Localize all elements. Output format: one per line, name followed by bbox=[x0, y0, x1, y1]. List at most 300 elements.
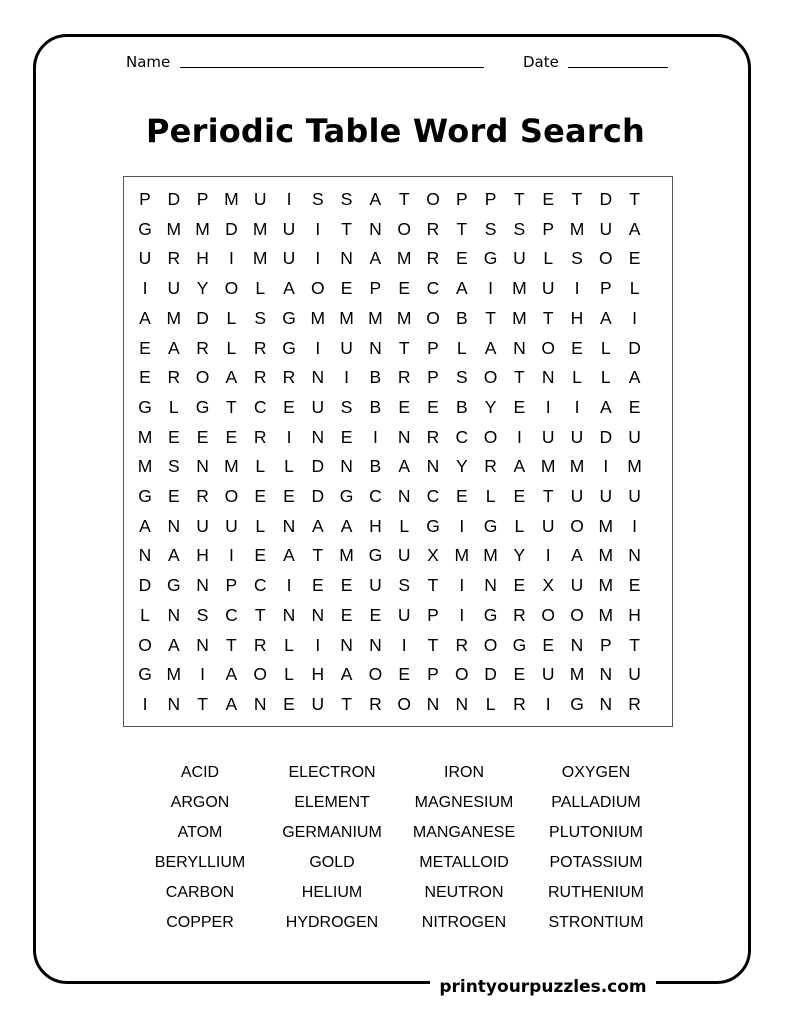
grid-letter: L bbox=[514, 515, 525, 536]
word-item: METALLOID bbox=[419, 854, 509, 871]
word-item: ARGON bbox=[170, 794, 230, 811]
grid-letter: C bbox=[455, 426, 469, 447]
grid-letter: L bbox=[572, 367, 582, 388]
grid-letter: D bbox=[628, 337, 641, 358]
grid-letter: T bbox=[197, 693, 208, 714]
grid-row bbox=[124, 481, 672, 511]
grid-letter: R bbox=[282, 367, 296, 388]
grid-letter: P bbox=[599, 278, 612, 299]
grid-letter: T bbox=[485, 307, 496, 328]
grid-letter: D bbox=[599, 426, 613, 447]
grid-letter: T bbox=[254, 604, 266, 625]
grid-letter: A bbox=[398, 456, 411, 477]
grid-letter: A bbox=[369, 189, 382, 209]
grid-row bbox=[124, 511, 672, 541]
grid-letter: N bbox=[599, 693, 613, 714]
grid-letter: T bbox=[398, 337, 410, 358]
grid-letter: E bbox=[167, 426, 180, 447]
grid-row bbox=[124, 630, 672, 660]
grid-letter: N bbox=[196, 456, 209, 477]
grid-letter: S bbox=[340, 396, 353, 417]
grid-letter: H bbox=[311, 664, 325, 685]
grid-letter: N bbox=[513, 337, 526, 358]
grid-letter: T bbox=[398, 189, 410, 209]
grid-letter: G bbox=[282, 337, 296, 358]
grid-letter: N bbox=[253, 693, 267, 714]
grid-letter: Y bbox=[455, 456, 468, 477]
grid-row bbox=[124, 303, 672, 333]
grid-letter: A bbox=[225, 693, 238, 714]
grid-letter: G bbox=[570, 693, 584, 714]
grid-letter: A bbox=[599, 396, 612, 417]
grid-letter: B bbox=[369, 396, 382, 417]
grid-letter: I bbox=[632, 515, 638, 536]
grid-letter: I bbox=[142, 278, 148, 299]
grid-letter: E bbox=[513, 486, 526, 506]
grid-letter: I bbox=[459, 575, 465, 596]
grid-letter: U bbox=[570, 575, 584, 596]
grid-letter: P bbox=[455, 189, 468, 209]
grid-letter: Y bbox=[484, 396, 497, 417]
grid-letter: T bbox=[542, 486, 554, 506]
grid-letter: A bbox=[484, 337, 497, 358]
grid-letter: O bbox=[397, 218, 411, 239]
grid-letter: I bbox=[315, 337, 321, 358]
grid-letter: G bbox=[339, 486, 354, 506]
grid-letter: E bbox=[167, 486, 180, 506]
grid-letter: E bbox=[369, 604, 382, 625]
grid-letter: R bbox=[253, 426, 267, 447]
grid-letter: E bbox=[513, 664, 526, 685]
grid-letter: E bbox=[628, 396, 641, 417]
grid-letter: I bbox=[315, 634, 321, 655]
grid-letter: R bbox=[426, 426, 440, 447]
grid-letter: H bbox=[196, 545, 209, 566]
grid-letter: S bbox=[340, 189, 353, 209]
grid-letter: U bbox=[541, 426, 555, 447]
grid-letter: S bbox=[311, 189, 324, 209]
grid-letter: C bbox=[253, 575, 267, 596]
grid-letter: A bbox=[139, 307, 151, 328]
grid-letter: M bbox=[310, 307, 326, 328]
grid-letter: M bbox=[252, 218, 268, 239]
grid-letter: L bbox=[284, 456, 294, 477]
grid-letter: A bbox=[283, 278, 295, 299]
grid-letter: H bbox=[570, 307, 584, 328]
grid-letter: I bbox=[315, 248, 321, 269]
grid-letter: C bbox=[426, 486, 440, 506]
grid-letter: N bbox=[282, 515, 296, 536]
grid-letter: A bbox=[283, 545, 295, 566]
word-item: PALLADIUM bbox=[551, 794, 641, 811]
grid-letter: S bbox=[455, 367, 468, 388]
grid-letter: L bbox=[629, 278, 640, 299]
grid-letter: R bbox=[167, 248, 181, 269]
grid-letter: A bbox=[225, 664, 238, 685]
grid-letter: E bbox=[628, 248, 641, 269]
grid-letter: M bbox=[368, 307, 383, 328]
grid-letter: N bbox=[570, 634, 584, 655]
word-item: PLUTONIUM bbox=[549, 824, 643, 841]
grid-letter: I bbox=[228, 248, 234, 269]
grid-letter: B bbox=[455, 396, 468, 417]
grid-letter: T bbox=[341, 693, 352, 714]
grid-letter: C bbox=[253, 396, 267, 417]
grid-letter: P bbox=[427, 337, 439, 358]
grid-letter: U bbox=[628, 664, 641, 685]
word-item: COPPER bbox=[166, 914, 234, 931]
grid-letter: A bbox=[225, 367, 238, 388]
grid-letter: N bbox=[311, 604, 325, 625]
grid-letter: O bbox=[310, 278, 325, 299]
grid-letter: U bbox=[628, 486, 641, 506]
grid-letter: I bbox=[545, 545, 551, 566]
grid-letter: Y bbox=[196, 278, 209, 299]
word-item: RUTHENIUM bbox=[548, 884, 644, 901]
grid-letter: R bbox=[426, 248, 440, 269]
grid-row bbox=[124, 392, 672, 422]
grid-letter: I bbox=[200, 664, 206, 685]
grid-letter: N bbox=[426, 456, 440, 477]
word-item: IRON bbox=[444, 764, 484, 781]
grid-letter: R bbox=[196, 337, 209, 358]
grid-letter: L bbox=[284, 664, 294, 685]
grid-letter: A bbox=[455, 278, 468, 299]
grid-letter: Y bbox=[513, 545, 526, 566]
grid-letter: U bbox=[599, 486, 613, 506]
word-item: ACID bbox=[180, 764, 220, 781]
grid-letter: M bbox=[569, 456, 585, 477]
grid-letter: G bbox=[368, 545, 383, 566]
grid-letter: S bbox=[196, 604, 209, 625]
grid-letter: O bbox=[541, 604, 555, 625]
grid-letter: T bbox=[571, 189, 583, 209]
word-item: HELIUM bbox=[301, 884, 363, 901]
grid-letter: G bbox=[512, 634, 527, 655]
grid-letter: T bbox=[629, 189, 640, 209]
grid-letter: E bbox=[196, 426, 209, 447]
word-item: ATOM bbox=[177, 824, 223, 841]
word-item: HYDROGEN bbox=[285, 914, 379, 931]
grid-letter: E bbox=[542, 634, 555, 655]
grid-letter: M bbox=[569, 664, 585, 685]
grid-letter: U bbox=[570, 486, 584, 506]
grid-letter: N bbox=[426, 693, 440, 714]
grid-row bbox=[124, 659, 672, 689]
grid-letter: D bbox=[167, 189, 181, 209]
grid-letter: G bbox=[426, 515, 440, 536]
grid-letter: O bbox=[541, 337, 555, 358]
grid-letter: G bbox=[195, 396, 210, 417]
word-item: GOLD bbox=[309, 854, 355, 871]
grid-letter: U bbox=[397, 604, 411, 625]
grid-letter: C bbox=[426, 278, 440, 299]
grid-letter: A bbox=[167, 545, 180, 566]
grid-letter: M bbox=[512, 307, 527, 328]
grid-letter: A bbox=[513, 456, 526, 477]
grid-letter: O bbox=[483, 426, 498, 447]
grid-letter: H bbox=[196, 248, 209, 269]
grid-letter: X bbox=[542, 575, 555, 596]
grid-letter: R bbox=[397, 367, 411, 388]
grid-letter: M bbox=[598, 604, 614, 625]
grid-row bbox=[124, 362, 672, 392]
date-label: Date bbox=[523, 53, 559, 71]
grid-letter: I bbox=[228, 545, 234, 566]
grid-letter: U bbox=[513, 248, 526, 269]
grid-letter: O bbox=[195, 367, 210, 388]
grid-letter: R bbox=[196, 486, 209, 506]
grid-letter: L bbox=[456, 337, 467, 358]
grid-letter: E bbox=[340, 426, 353, 447]
grid-letter: P bbox=[542, 218, 555, 239]
grid-letter: S bbox=[254, 307, 267, 328]
grid-letter: P bbox=[139, 189, 151, 209]
grid-letter: M bbox=[339, 545, 354, 566]
grid-letter: L bbox=[485, 486, 496, 506]
grid-letter: E bbox=[513, 575, 526, 596]
grid-letter: S bbox=[167, 456, 180, 477]
grid-letter: I bbox=[603, 456, 609, 477]
word-column-4 bbox=[526, 758, 666, 938]
grid-letter: M bbox=[396, 248, 412, 269]
grid-letter: N bbox=[397, 486, 411, 506]
grid-letter: L bbox=[168, 396, 179, 417]
word-item: ELEMENT bbox=[294, 794, 370, 811]
grid-letter: U bbox=[599, 218, 613, 239]
grid-letter: E bbox=[542, 189, 555, 209]
grid-letter: R bbox=[455, 634, 469, 655]
grid-letter: D bbox=[484, 664, 497, 685]
grid-letter: E bbox=[139, 367, 151, 388]
grid-letter: L bbox=[399, 515, 410, 536]
grid-letter: M bbox=[166, 664, 182, 685]
grid-letter: M bbox=[339, 307, 354, 328]
grid-letter: A bbox=[369, 248, 382, 269]
grid-letter: C bbox=[225, 604, 238, 625]
grid-letter: U bbox=[282, 248, 296, 269]
grid-letter: P bbox=[427, 604, 439, 625]
grid-letter: D bbox=[311, 456, 325, 477]
grid-letter: O bbox=[426, 189, 440, 209]
grid-letter: T bbox=[542, 307, 554, 328]
grid-letter: N bbox=[369, 218, 382, 239]
grid-letter: P bbox=[427, 664, 439, 685]
grid-letter: R bbox=[484, 456, 497, 477]
grid-letter: U bbox=[311, 396, 325, 417]
grid-letter: A bbox=[340, 515, 353, 536]
grid-letter: N bbox=[628, 545, 641, 566]
grid-letter: E bbox=[628, 575, 641, 596]
grid-letter: U bbox=[311, 693, 325, 714]
word-item: NEUTRON bbox=[424, 884, 504, 901]
grid-letter: A bbox=[628, 367, 641, 388]
word-item: POTASSIUM bbox=[549, 854, 643, 871]
grid-letter: R bbox=[253, 634, 267, 655]
grid-letter: D bbox=[225, 218, 238, 239]
grid-letter: U bbox=[369, 575, 382, 596]
grid-letter: N bbox=[455, 693, 469, 714]
grid-letter: N bbox=[369, 634, 382, 655]
grid-letter: A bbox=[139, 515, 151, 536]
grid-letter: C bbox=[369, 486, 382, 506]
grid-letter: E bbox=[254, 486, 267, 506]
grid-letter: E bbox=[311, 575, 324, 596]
grid-row bbox=[124, 422, 672, 452]
grid-letter: B bbox=[369, 367, 382, 388]
grid-letter: E bbox=[283, 396, 295, 417]
grid-letter: I bbox=[632, 307, 638, 328]
grid-letter: S bbox=[513, 218, 526, 239]
grid-letter: N bbox=[196, 634, 209, 655]
grid-letter: D bbox=[138, 575, 152, 596]
grid-letter: M bbox=[166, 307, 182, 328]
grid-letter: L bbox=[600, 367, 611, 388]
grid-letter: L bbox=[226, 337, 237, 358]
grid-letter: D bbox=[196, 307, 209, 328]
grid-letter: E bbox=[139, 337, 151, 358]
grid-letter: G bbox=[138, 486, 152, 506]
grid-letter: H bbox=[369, 515, 382, 536]
grid-letter: L bbox=[140, 604, 150, 625]
grid-letter: N bbox=[167, 693, 181, 714]
grid-letter: U bbox=[570, 426, 584, 447]
grid-letter: I bbox=[344, 367, 350, 388]
grid-letter: I bbox=[459, 604, 465, 625]
grid-letter: N bbox=[340, 634, 353, 655]
grid-letter: I bbox=[142, 693, 148, 714]
grid-row bbox=[124, 273, 672, 303]
grid-letter: I bbox=[286, 426, 292, 447]
grid-letter: N bbox=[282, 604, 296, 625]
grid-letter: O bbox=[483, 367, 498, 388]
page-title: Periodic Table Word Search bbox=[146, 112, 645, 150]
grid-letter: M bbox=[569, 218, 585, 239]
grid-letter: N bbox=[369, 337, 382, 358]
name-label: Name bbox=[126, 53, 171, 71]
grid-row bbox=[124, 184, 672, 214]
grid-letter: L bbox=[255, 278, 266, 299]
grid-letter: E bbox=[571, 337, 583, 358]
grid-letter: A bbox=[599, 307, 612, 328]
grid-letter: I bbox=[574, 278, 580, 299]
grid-letter: E bbox=[254, 545, 267, 566]
grid-letter: N bbox=[167, 515, 181, 536]
word-column-2 bbox=[262, 758, 402, 938]
grid-letter: U bbox=[225, 515, 238, 536]
grid-letter: O bbox=[483, 634, 498, 655]
grid-letter: R bbox=[513, 604, 526, 625]
grid-letter: G bbox=[483, 248, 498, 269]
grid-letter: S bbox=[398, 575, 411, 596]
grid-letter: M bbox=[598, 515, 614, 536]
grid-letter: M bbox=[195, 218, 210, 239]
grid-letter: P bbox=[225, 575, 238, 596]
grid-letter: I bbox=[315, 218, 321, 239]
grid-letter: E bbox=[455, 486, 468, 506]
grid-letter: N bbox=[167, 604, 181, 625]
grid-letter: T bbox=[427, 634, 439, 655]
grid-letter: G bbox=[483, 515, 498, 536]
grid-letter: G bbox=[166, 575, 181, 596]
grid-letter: N bbox=[340, 456, 353, 477]
grid-row bbox=[124, 600, 672, 630]
grid-letter: E bbox=[398, 664, 411, 685]
grid-letter: I bbox=[545, 693, 551, 714]
grid-letter: P bbox=[427, 367, 439, 388]
grid-letter: L bbox=[226, 307, 237, 328]
grid-letter: E bbox=[513, 396, 526, 417]
grid-letter: U bbox=[340, 337, 353, 358]
grid-letter: P bbox=[484, 189, 497, 209]
grid-letter: E bbox=[340, 604, 353, 625]
grid-letter: B bbox=[455, 307, 468, 328]
grid-letter: M bbox=[512, 278, 527, 299]
grid-letter: U bbox=[397, 545, 411, 566]
grid-letter: E bbox=[340, 575, 353, 596]
grid-letter: I bbox=[574, 396, 580, 417]
grid-letter: R bbox=[426, 218, 440, 239]
grid-letter: U bbox=[628, 426, 641, 447]
grid-letter: S bbox=[484, 218, 497, 239]
word-item: OXYGEN bbox=[561, 764, 631, 781]
grid-letter: N bbox=[484, 575, 497, 596]
grid-letter: L bbox=[485, 693, 496, 714]
word-column-3 bbox=[394, 758, 534, 938]
grid-letter: M bbox=[598, 545, 614, 566]
grid-letter: A bbox=[167, 634, 180, 655]
grid-letter: E bbox=[427, 396, 439, 417]
grid-letter: M bbox=[252, 248, 268, 269]
word-column-1 bbox=[130, 758, 270, 938]
grid-letter: T bbox=[312, 545, 324, 566]
grid-letter: U bbox=[138, 248, 152, 269]
grid-row bbox=[124, 451, 672, 481]
grid-letter: D bbox=[599, 189, 613, 209]
grid-letter: N bbox=[311, 426, 325, 447]
word-item: ELECTRON bbox=[288, 764, 376, 781]
grid-letter: T bbox=[456, 218, 468, 239]
grid-letter: E bbox=[398, 278, 411, 299]
grid-letter: U bbox=[196, 515, 209, 536]
grid-letter: A bbox=[571, 545, 583, 566]
grid-letter: M bbox=[137, 456, 153, 477]
grid-letter: P bbox=[196, 189, 209, 209]
grid-letter: L bbox=[255, 456, 266, 477]
grid-letter: M bbox=[454, 545, 470, 566]
grid-letter: U bbox=[167, 278, 181, 299]
grid-letter: G bbox=[138, 664, 152, 685]
grid-letter: I bbox=[286, 575, 292, 596]
grid-letter: N bbox=[311, 367, 325, 388]
grid-letter: E bbox=[225, 426, 238, 447]
grid-letter: O bbox=[368, 664, 383, 685]
grid-letter: G bbox=[282, 307, 296, 328]
grid-letter: U bbox=[541, 515, 555, 536]
word-item: MANGANESE bbox=[412, 824, 516, 841]
grid-letter: T bbox=[629, 634, 640, 655]
grid-letter: I bbox=[545, 396, 551, 417]
grid-letter: T bbox=[514, 189, 525, 209]
grid-letter: N bbox=[138, 545, 152, 566]
grid-letter: T bbox=[427, 575, 439, 596]
grid-letter: S bbox=[571, 248, 583, 269]
grid-letter: O bbox=[253, 664, 267, 685]
word-item: CARBON bbox=[165, 884, 235, 901]
grid-letter: M bbox=[166, 218, 182, 239]
grid-letter: O bbox=[426, 307, 440, 328]
grid-letter: T bbox=[226, 634, 237, 655]
